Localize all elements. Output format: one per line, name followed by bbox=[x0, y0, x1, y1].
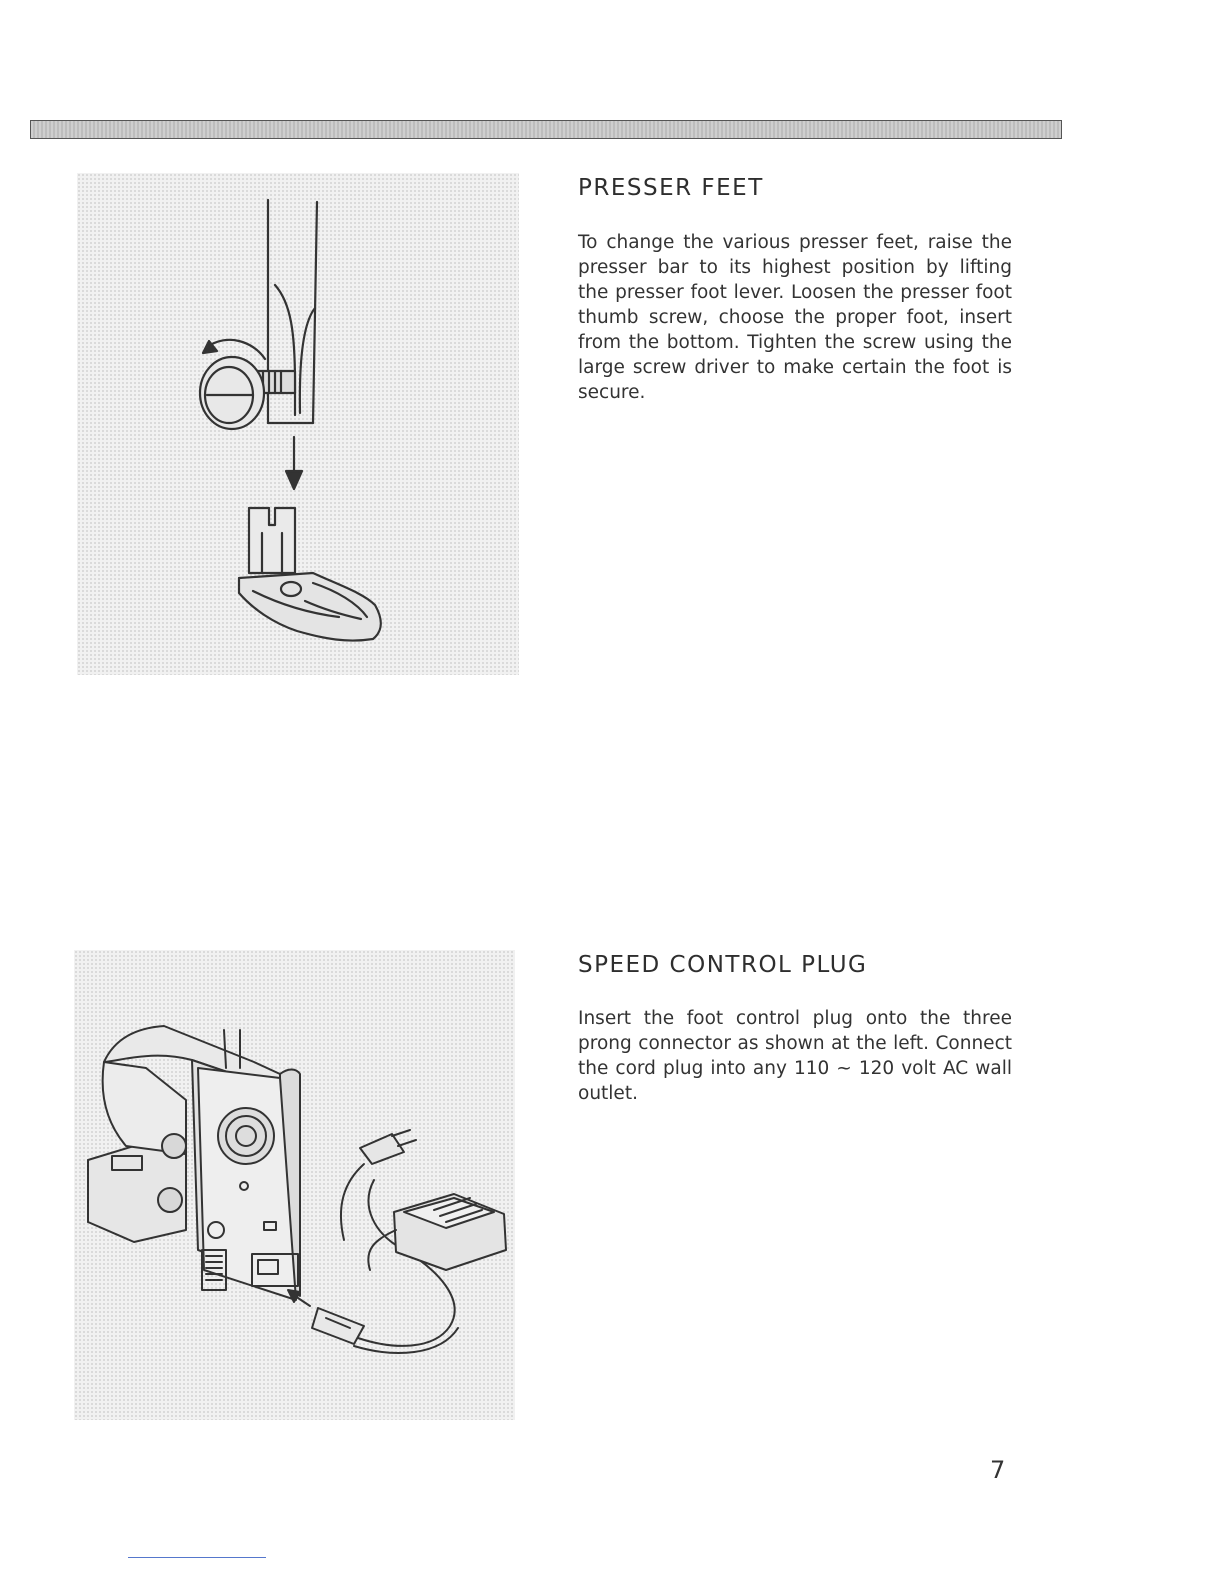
section-body-speed-control-plug: Insert the foot control plug onto the three prong connector as shown at the left. Connect the cord plug into any 110 ~ 120 volt AC wall outlet. bbox=[578, 1008, 1012, 1104]
section-heading-presser-feet: PRESSER FEET bbox=[578, 175, 764, 201]
presser-foot-drawing bbox=[77, 173, 519, 675]
section-heading-speed-control-plug: SPEED CONTROL PLUG bbox=[578, 952, 868, 978]
speed-control-illustration bbox=[74, 950, 515, 1420]
section-body-presser-feet: To change the various presser feet, raise the presser bar to its highest position by lifting the presser foot lever. Loosen the presser foot thumb screw, choose the proper foot, insert from the bottom. Tighten the screw using the large screw driver to make certain the foot is secure. bbox=[578, 232, 1012, 403]
presser-foot-illustration bbox=[77, 173, 519, 675]
sewing-machine-drawing bbox=[74, 950, 515, 1420]
page-number: 7 bbox=[990, 1456, 1006, 1484]
header-rule bbox=[30, 120, 1062, 139]
footer-rule bbox=[128, 1557, 266, 1558]
